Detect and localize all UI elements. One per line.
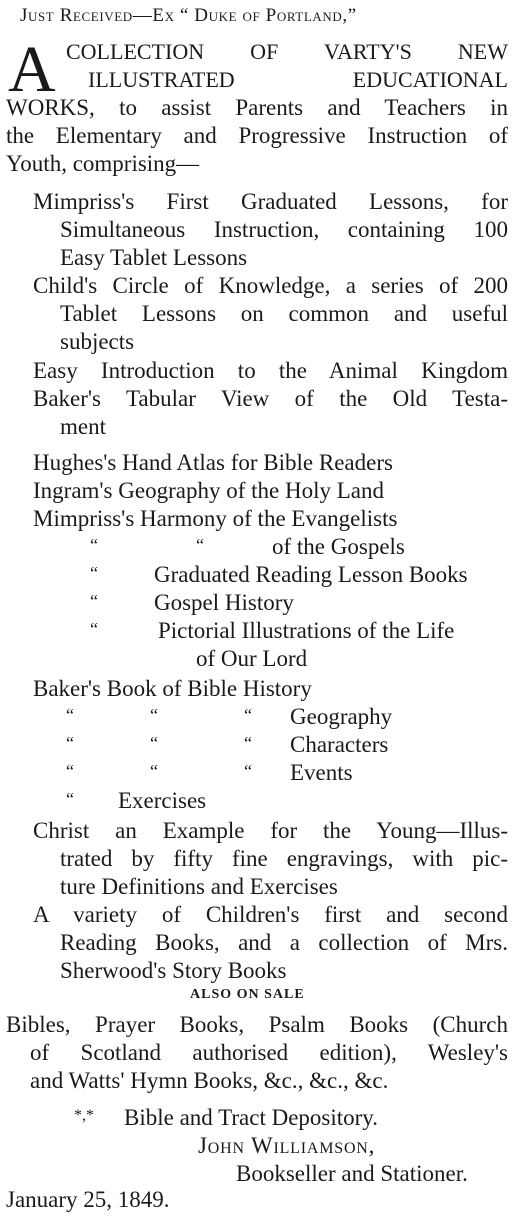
ditto-mark: “: [66, 733, 74, 753]
ditto-mark: “: [196, 535, 204, 555]
ditto-mark: “: [244, 705, 252, 725]
item-6: Ingram's Geography of the Holy Land: [33, 478, 384, 503]
item-11-line-1: Pictorial Illustrations of the Life: [158, 618, 455, 643]
header-line: Just Received—Ex “ Duke of Portland,”: [20, 5, 357, 26]
ditto-mark: “: [244, 761, 252, 781]
item-10: Gospel History: [154, 590, 294, 615]
intro-line-2: ILLUSTRATED EDUCATIONAL: [88, 67, 508, 92]
item-17-line-2: trated by fifty fine engravings, with pic-: [60, 846, 508, 871]
intro-line-4: the Elementary and Progressive Instruction of: [6, 123, 508, 148]
ditto-mark: “: [90, 535, 98, 555]
signature-occupation: Bookseller and Stationer.: [236, 1161, 468, 1186]
item-18-line-3: Sherwood's Story Books: [60, 958, 287, 983]
ditto-mark: “: [66, 761, 74, 781]
drop-cap: A: [8, 33, 56, 106]
depository-line: Bible and Tract Depository.: [124, 1105, 379, 1130]
item-1-line-3: Easy Tablet Lessons: [60, 245, 248, 270]
sale-line-3: and Watts' Hymn Books, &c., &c., &c.: [30, 1068, 389, 1093]
item-17-line-1: Christ an Example for the Young—Illus-: [33, 818, 508, 843]
ditto-mark: “: [90, 563, 98, 583]
item-1-line-1: Mimpriss's First Graduated Lessons, for: [33, 189, 508, 214]
intro-line-3: WORKS, to assist Parents and Teachers in: [6, 95, 508, 120]
intro-line-1: COLLECTION OF VARTY'S NEW: [66, 39, 508, 64]
item-2-line-1: Child's Circle of Knowledge, a series of 200: [33, 273, 508, 298]
ditto-mark: “: [90, 591, 98, 611]
asterism: *,*: [74, 1107, 94, 1124]
ditto-mark: “: [66, 789, 74, 809]
also-on-sale-heading: ALSO ON SALE: [190, 987, 305, 1002]
item-3: Easy Introduction to the Animal Kingdom: [33, 358, 508, 383]
item-16: Exercises: [118, 788, 207, 813]
intro-line-5: Youth, comprising—: [6, 151, 200, 176]
item-18-line-1: A variety of Children's first and second: [33, 902, 508, 927]
item-14: Characters: [290, 732, 389, 757]
item-9: Graduated Reading Lesson Books: [154, 562, 468, 587]
ditto-mark: “: [244, 733, 252, 753]
ditto-mark: “: [150, 705, 158, 725]
item-11-line-2: of Our Lord: [196, 646, 308, 671]
item-13: Geography: [290, 704, 393, 729]
item-4-line-2: ment: [60, 414, 106, 439]
ditto-mark: “: [90, 619, 98, 639]
ditto-mark: “: [66, 705, 74, 725]
item-8: of the Gospels: [272, 534, 405, 559]
ditto-mark: “: [150, 733, 158, 753]
item-2-line-2: Tablet Lessons on common and useful: [60, 301, 508, 326]
item-2-line-3: subjects: [60, 329, 135, 354]
item-15: Events: [290, 760, 353, 785]
item-7: Mimpriss's Harmony of the Evangelists: [33, 506, 398, 531]
item-18-line-2: Reading Books, and a collection of Mrs.: [60, 930, 508, 955]
sale-line-1: Bibles, Prayer Books, Psalm Books (Church: [6, 1012, 508, 1037]
sale-line-2: of Scotland authorised edition), Wesley's: [30, 1040, 508, 1065]
signature-name: John Williamson,: [198, 1133, 376, 1158]
item-1-line-2: Simultaneous Instruction, containing 100: [60, 217, 508, 242]
ditto-mark: “: [150, 761, 158, 781]
item-12: Baker's Book of Bible History: [33, 676, 312, 701]
date-line: January 25, 1849.: [6, 1187, 170, 1212]
item-17-line-3: ture Definitions and Exercises: [60, 874, 338, 899]
item-5: Hughes's Hand Atlas for Bible Readers: [33, 450, 393, 475]
item-4-line-1: Baker's Tabular View of the Old Testa-: [33, 386, 508, 411]
